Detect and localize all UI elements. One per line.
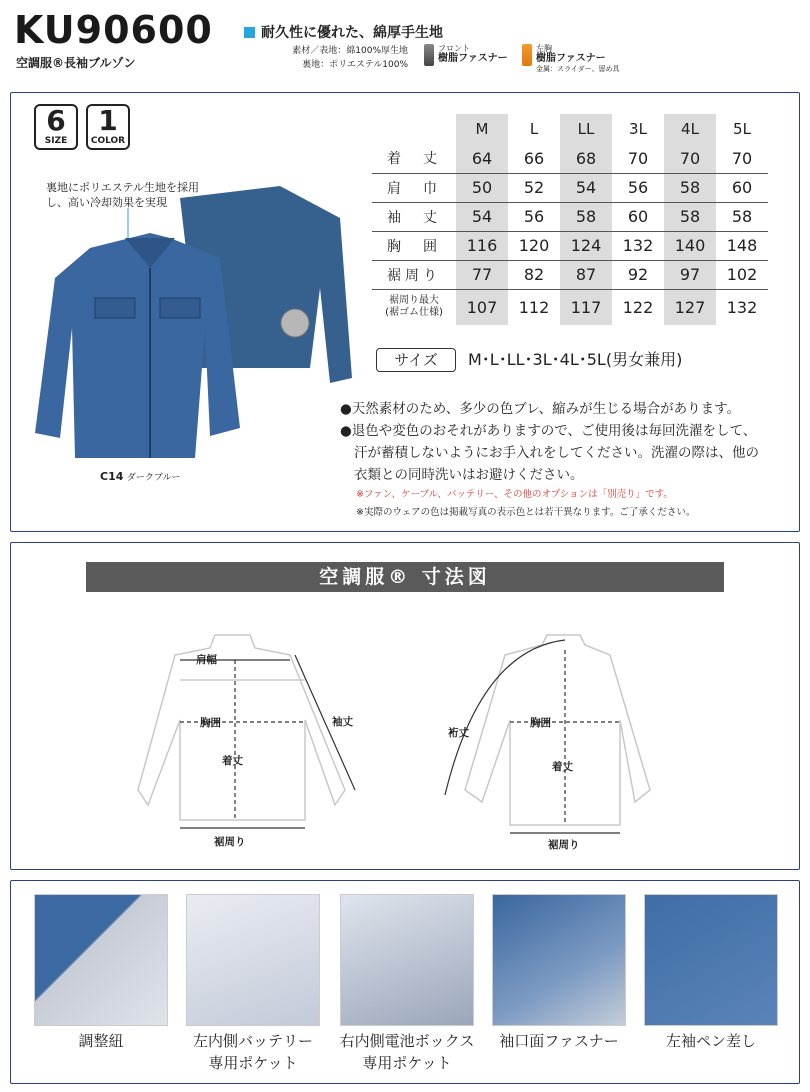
diagram-label-length-back: 着丈 [552, 761, 573, 773]
material-line: 裏地：ポリエステル100% [302, 60, 408, 70]
row-label: 裾周り最大 (裾ゴム仕様) [385, 295, 443, 319]
size-col-header: L [529, 120, 539, 138]
measure-lines [180, 640, 620, 833]
size-header-row [372, 114, 768, 144]
feature-caption: 左内側バッテリー 専用ポケット [192, 1032, 313, 1072]
table-cell: 107 [456, 289, 508, 325]
size-badge-label: SIZE [44, 136, 68, 146]
note-red: ※ファン、ケーブル、バッテリー、その他のオプションは「別売り」です。 [356, 489, 673, 500]
zip-chest [522, 44, 620, 74]
table-row [372, 144, 768, 173]
table-cell: 140 [664, 231, 716, 260]
table-cell: 124 [560, 231, 612, 260]
jacket-image [30, 178, 360, 468]
table-cell: 52 [508, 173, 560, 202]
lining-callout: 裏地にポリエステル生地を採用し、高い冷却効果を実現 [46, 181, 200, 209]
row-label: 裾周り [372, 260, 456, 289]
table-cell: 54 [456, 202, 508, 231]
table-cell: 82 [508, 260, 560, 289]
diagram-label-length: 着丈 [222, 755, 243, 767]
size-col-header: 3L [629, 120, 647, 138]
feature-photo [34, 894, 168, 1026]
zip-label: 樹脂ファスナー [438, 53, 508, 64]
zipper-icon [424, 44, 434, 66]
feature-photo [644, 894, 778, 1026]
catch-text: 耐久性に優れた、綿厚手生地 [261, 25, 443, 41]
front-outline [138, 635, 345, 820]
feature-photo [340, 894, 474, 1026]
corner-cell [372, 114, 456, 144]
table-cell: 77 [456, 260, 508, 289]
diagram-label-sleeve: 袖丈 [332, 716, 353, 728]
note-line: ●退色や変色のおそれがありますので、ご使用後は毎回洗濯をして、 [340, 423, 757, 439]
note-line: 衣類との同時洗いはお避けください。 [354, 467, 584, 483]
table-cell: 127 [664, 289, 716, 325]
table-row [372, 173, 768, 202]
color-badge-label: COLOR [90, 136, 126, 146]
table-cell: 50 [456, 173, 508, 202]
feature-caption: 左袖ペン差し [665, 1032, 756, 1050]
row-label: 胸 囲 [372, 231, 456, 260]
table-cell: 58 [664, 173, 716, 202]
diagram-label-chest: 胸囲 [200, 717, 221, 729]
note-line: ●天然素材のため、多少の色ブレ、縮みが生じる場合があります。 [340, 401, 741, 417]
table-cell: 112 [518, 297, 550, 317]
feature-photo [186, 894, 320, 1026]
material-line: 素材／表地：綿100%厚生地 [292, 46, 408, 56]
notes [340, 398, 790, 486]
feature-caption: 右内側電池ボックス 専用ポケット [339, 1032, 475, 1072]
table-row [372, 231, 768, 260]
row-label: 袖 丈 [372, 202, 456, 231]
product-code: KU90600 [14, 8, 213, 52]
diagram-label-hem: 裾周り [214, 836, 246, 848]
table-cell: 58 [664, 202, 716, 231]
row-label: 肩 巾 [372, 173, 456, 202]
size-col-header: 4L [664, 114, 716, 144]
table-cell: 58 [560, 202, 612, 231]
table-cell: 66 [508, 144, 560, 173]
size-col-header: LL [560, 114, 612, 144]
table-cell: 97 [664, 260, 716, 289]
color-code: C14 [100, 470, 124, 483]
table-cell: 116 [456, 231, 508, 260]
table-cell: 148 [716, 231, 768, 260]
table-cell: 68 [560, 144, 612, 173]
table-row [372, 260, 768, 289]
table-cell: 122 [622, 297, 654, 317]
table-cell: 60 [612, 202, 664, 231]
table-row [372, 202, 768, 231]
table-cell: 56 [612, 173, 664, 202]
zip-label-small: 左胸 [536, 44, 552, 53]
table-cell: 56 [508, 202, 560, 231]
size-table [372, 114, 768, 325]
note-small: ※実際のウェアの色は掲載写真の表示色とは若干異なります。ご了承ください。 [356, 507, 696, 518]
table-cell: 132 [726, 297, 758, 317]
zip-label-small: フロント [438, 44, 470, 53]
zipper-icon [522, 44, 532, 66]
color-name: ダークブルー [126, 473, 181, 483]
feature-caption: 袖口面ファスナー [499, 1032, 619, 1050]
color-badge [86, 104, 130, 150]
table-cell: 54 [560, 173, 612, 202]
feature-caption: 調整紐 [78, 1032, 124, 1050]
material-info [262, 44, 408, 72]
table-cell: 58 [716, 202, 768, 231]
zip-note: 金属：スライダー、留め具 [536, 65, 620, 73]
zip-label: 樹脂ファスナー [536, 53, 606, 64]
diagram-label-hem-back: 裾周り [548, 839, 580, 851]
feature-photo [492, 894, 626, 1026]
diagram-label-raglan: 裄丈 [448, 727, 469, 739]
product-subtitle: 空調服®長袖ブルゾン [16, 56, 136, 70]
diagram-label-chest-back: 胸囲 [530, 717, 551, 729]
catch-copy [244, 22, 443, 42]
table-cell: 132 [612, 231, 664, 260]
color-count: 1 [98, 104, 118, 137]
table-cell: 120 [508, 231, 560, 260]
size-diagram [110, 630, 710, 855]
table-cell: 102 [716, 260, 768, 289]
size-list: M･L･LL･3L･4L･5L(男女兼用) [468, 350, 683, 369]
table-cell: 70 [612, 144, 664, 173]
size-count: 6 [46, 104, 66, 137]
table-cell: 60 [716, 173, 768, 202]
back-outline [465, 635, 650, 825]
note-line: 汗が蓄積しないようにお手入れをしてください。洗濯の際は、他の [354, 445, 759, 461]
table-cell: 70 [716, 144, 768, 173]
row-label: 着 丈 [372, 144, 456, 173]
table-cell: 64 [456, 144, 508, 173]
table-cell: 92 [612, 260, 664, 289]
size-badge [34, 104, 78, 150]
diagram-title: 空調服® 寸法図 [86, 562, 724, 592]
color-caption [100, 470, 181, 483]
table-cell: 117 [560, 289, 612, 325]
zip-front [424, 44, 508, 64]
size-col-header: M [456, 114, 508, 144]
size-col-header: 5L [733, 120, 751, 138]
diagram-label-shoulder: 肩幅 [196, 654, 217, 666]
table-row [372, 289, 768, 325]
table-cell: 87 [560, 260, 612, 289]
table-cell: 70 [664, 144, 716, 173]
size-label-box: サイズ [376, 348, 456, 372]
square-bullet-icon [244, 27, 255, 38]
